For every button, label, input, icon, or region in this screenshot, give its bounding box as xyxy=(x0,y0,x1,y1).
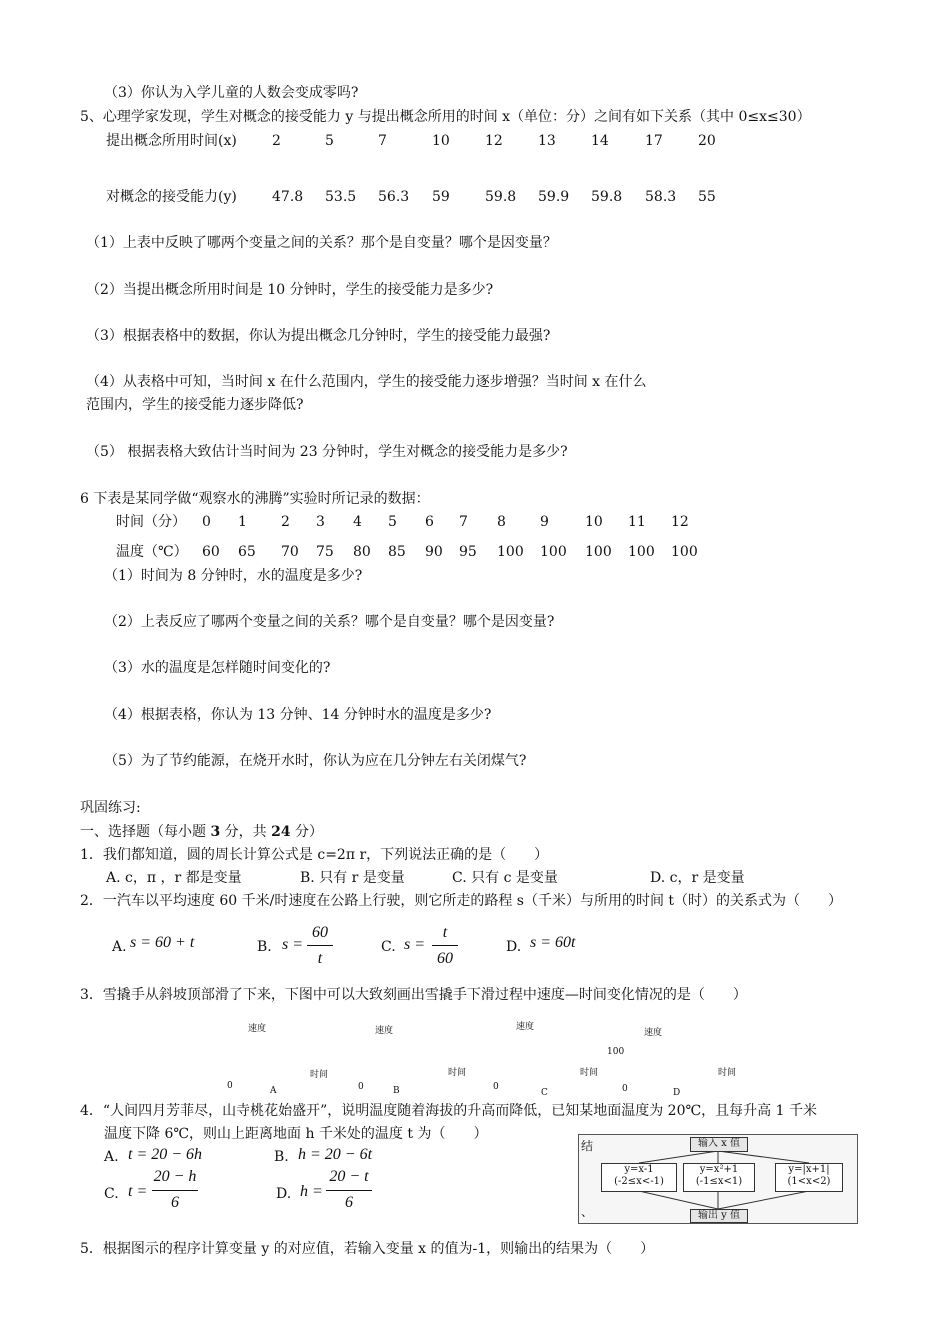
table-q6-time-cell: 1 xyxy=(238,514,247,530)
q4-part3: （3）你认为入学儿童的人数会变成零吗? xyxy=(104,85,359,101)
q5-sub2: （2）当提出概念所用时间是 10 分钟时，学生的接受能力是多少? xyxy=(86,282,494,298)
table-q6-temp-cell: 65 xyxy=(238,544,256,560)
table-q6-time-cell: 9 xyxy=(540,514,549,530)
choice-q1: 1．我们都知道，圆的周长计算公式是 c=2π r，下列说法正确的是（ ） xyxy=(80,847,549,863)
flowchart-branch-1: y=x-1 (-2≤x<-1) xyxy=(601,1163,677,1192)
table-q5-x-cell: 13 xyxy=(538,133,556,149)
table-q6-time-cell: 0 xyxy=(202,514,211,530)
table-q6-time-cell: 5 xyxy=(388,514,397,530)
table-q5-y-cell: 59.9 xyxy=(538,189,570,205)
q3-graph-a-letter: A xyxy=(270,1086,277,1096)
q3-graph-b-origin: 0 xyxy=(358,1082,364,1092)
q5-sub3: （3）根据表格中的数据，你认为提出概念几分钟时，学生的接受能力最强? xyxy=(86,328,551,344)
q5-sub4-line2: 范围内，学生的接受能力逐步降低? xyxy=(86,397,304,413)
section1-heading: 一、选择题（每小题 3 分，共 24 分） xyxy=(80,824,324,840)
table-q6-temp-cell: 85 xyxy=(388,544,406,560)
table-q5-y-cell: 59 xyxy=(432,189,450,205)
q5-sub4-line1: （4）从表格中可知，当时间 x 在什么范围内，学生的接受能力逐步增强？当时间 x 在什么 xyxy=(86,374,647,390)
table-q5-x-cell: 12 xyxy=(485,133,503,149)
table-q6-time-cell: 4 xyxy=(353,514,362,530)
table-q5-y-cell: 59.8 xyxy=(591,189,623,205)
table-q6-temp-cell: 95 xyxy=(459,544,477,560)
q3-graph-a-origin: 0 xyxy=(227,1081,233,1091)
table-q5-y-cell: 56.3 xyxy=(378,189,410,205)
choice-q1-option-c: C. 只有 c 是变量 xyxy=(452,870,558,886)
q6-sub1: （1）时间为 8 分钟时，水的温度是多少? xyxy=(104,568,363,584)
practice-heading: 巩固练习: xyxy=(80,800,141,816)
choice-q3: 3．雪撬手从斜坡顶部滑了下来，下图中可以大致刻画出雪撬手下滑过程中速度—时间变化情况的是（ ） xyxy=(80,987,747,1003)
q6-sub4: （4）根据表格，你认为 13 分钟、14 分钟时水的温度是多少? xyxy=(104,707,492,723)
table-q5-y-cell: 55 xyxy=(698,189,716,205)
q3-graph-c-letter: C xyxy=(541,1088,548,1098)
q5-sub5: （5） 根据表格大致估计当时间为 23 分钟时，学生对概念的接受能力是多少? xyxy=(86,444,568,460)
q3-graph-d-tick: 100 xyxy=(607,1047,625,1057)
flowchart-figure xyxy=(578,1134,858,1224)
q5-sub1: （1）上表中反映了哪两个变量之间的关系？那个是自变量？哪个是因变量？ xyxy=(86,235,557,251)
q5-intro: 5、心理学家发现，学生对概念的接受能力 y 与提出概念所用的时间 x（单位：分）之间有如下关系（其中 0≤x≤30） xyxy=(80,109,811,125)
choice-q1-option-b: B. 只有 r 是变量 xyxy=(300,870,405,886)
table-q5-y-cell: 58.3 xyxy=(645,189,677,205)
table-q6-temp-cell: 60 xyxy=(202,544,220,560)
table-q5-x-cell: 20 xyxy=(698,133,716,149)
table-q6-temp-cell: 100 xyxy=(497,544,524,560)
flowchart-branch-2: y=x²+1 (-1≤x<1) xyxy=(683,1163,755,1192)
table-q6-time-cell: 8 xyxy=(497,514,506,530)
table-q6-temp-label: 温度（℃） xyxy=(116,544,188,560)
table-q5-x-cell: 10 xyxy=(432,133,450,149)
table-q6-time-cell: 7 xyxy=(459,514,468,530)
q6-sub3: （3）水的温度是怎样随时间变化的? xyxy=(104,660,331,676)
table-q5-y-label: 对概念的接受能力(y) xyxy=(106,189,237,205)
table-q6-temp-cell: 100 xyxy=(540,544,567,560)
table-q5-y-cell: 59.8 xyxy=(485,189,517,205)
table-q6-temp-cell: 100 xyxy=(628,544,655,560)
table-q6-time-cell: 12 xyxy=(671,514,689,530)
table-q6-temp-cell: 100 xyxy=(671,544,698,560)
table-q5-x-cell: 5 xyxy=(325,133,334,149)
table-q6-temp-cell: 80 xyxy=(353,544,371,560)
table-q5-x-cell: 14 xyxy=(591,133,609,149)
table-q5-y-cell: 47.8 xyxy=(272,189,304,205)
flowchart-edge-text-2: 、 xyxy=(581,1205,594,1219)
q6-sub2: （2）上表反应了哪两个变量之间的关系？哪个是自变量？哪个是因变量? xyxy=(104,614,555,630)
table-q6-time-cell: 3 xyxy=(316,514,325,530)
table-q6-time-cell: 11 xyxy=(628,514,646,530)
table-q6-time-cell: 6 xyxy=(425,514,434,530)
choice-q4-line1: 4．“人间四月芳菲尽，山寺桃花始盛开”，说明温度随着海拔的升高而降低，已知某地面温度为 20℃，且每升高 1 千米 xyxy=(80,1103,817,1119)
table-q6-temp-cell: 100 xyxy=(585,544,612,560)
table-q6-time-cell: 10 xyxy=(585,514,603,530)
q3-graph-c-y-label: 速度 xyxy=(516,1022,535,1032)
table-q5-x-label: 提出概念所用时间(x) xyxy=(106,133,237,149)
flowchart-input-box: 输入 x 值 xyxy=(690,1137,748,1152)
flowchart-output-box: 输出 y 值 xyxy=(690,1209,748,1223)
table-q6-temp-cell: 90 xyxy=(425,544,443,560)
q3-graph-b-x-label: 时间 xyxy=(448,1068,467,1078)
q6-sub5: （5）为了节约能源，在烧开水时，你认为应在几分钟左右关闭煤气? xyxy=(104,753,527,769)
q3-graph-a-x-label: 时间 xyxy=(310,1070,329,1080)
table-q6-time-cell: 2 xyxy=(281,514,290,530)
q3-graph-d-y-label: 速度 xyxy=(644,1028,663,1038)
q3-graph-c-origin: 0 xyxy=(493,1082,499,1092)
flowchart-edge-text: 结 xyxy=(581,1139,594,1153)
q3-graph-b-y-label: 速度 xyxy=(375,1026,394,1036)
q3-graph-c-x-label: 时间 xyxy=(580,1068,599,1078)
table-q5-x-cell: 7 xyxy=(378,133,387,149)
q3-graph-d-letter: D xyxy=(673,1088,681,1098)
flowchart-branch-3: y=|x+1| (1<x<2) xyxy=(775,1163,843,1192)
choice-q2: 2．一汽车以平均速度 60 千米/时速度在公路上行驶，则它所走的路程 s（千米）与所用的时间 t（时）的关系式为（ ） xyxy=(80,893,843,909)
choice-q1-option-d: D. c，r 是变量 xyxy=(650,870,745,886)
choice-q4-line2: 温度下降 6℃，则山上距离地面 h 千米处的温度 t 为（ ） xyxy=(104,1126,488,1142)
choice-q5: 5．根据图示的程序计算变量 y 的对应值，若输入变量 x 的值为-1，则输出的结果为（ ） xyxy=(80,1241,655,1257)
table-q6-time-label: 时间（分） xyxy=(116,514,186,530)
q3-graph-d-origin: 0 xyxy=(622,1084,628,1094)
table-q5-y-cell: 53.5 xyxy=(325,189,357,205)
table-q6-temp-cell: 75 xyxy=(316,544,334,560)
table-q5-x-cell: 17 xyxy=(645,133,663,149)
table-q6-temp-cell: 70 xyxy=(281,544,299,560)
q3-graph-d-x-label: 时间 xyxy=(718,1068,737,1078)
q3-graph-a-y-label: 速度 xyxy=(248,1024,267,1034)
q6-intro: 6 下表是某同学做“观察水的沸腾”实验时所记录的数据： xyxy=(80,491,430,507)
choice-q1-option-a: A. c，π ，r 都是变量 xyxy=(106,870,242,886)
table-q5-x-cell: 2 xyxy=(272,133,281,149)
q3-graph-b-letter: B xyxy=(393,1086,400,1096)
